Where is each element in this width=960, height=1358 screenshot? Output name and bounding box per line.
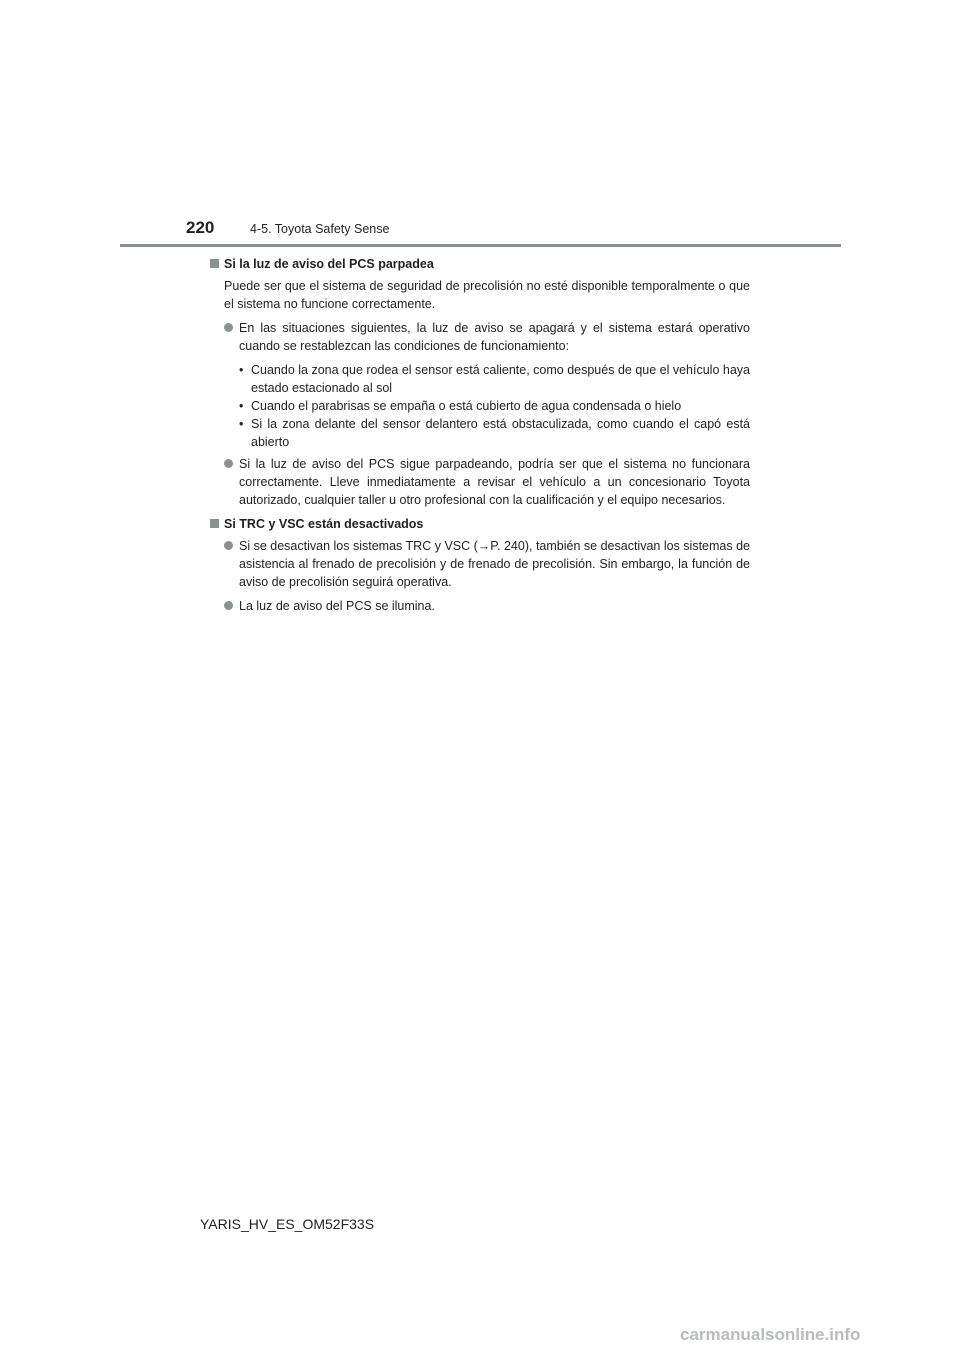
circle-bullet-icon <box>224 323 233 332</box>
circle-bullet-icon <box>224 459 233 468</box>
section-heading: Si TRC y VSC están desactivados <box>210 515 750 533</box>
sub-list-item: • Si la zona delante del sensor delantero está obstaculizada, como cuando el capó está abierto <box>239 417 750 449</box>
sub-list-item: • Cuando la zona que rodea el sensor está caliente, como después de que el vehículo haya estado estacionado al sol <box>239 363 750 395</box>
circle-bullet-icon <box>224 601 233 610</box>
list-item: En las situaciones siguientes, la luz de aviso se apagará y el sistema estará operativo cuando se restablezcan las condiciones de funcionamiento: <box>210 319 750 355</box>
list-item: Si la luz de aviso del PCS sigue parpadeando, podría ser que el sistema no funcionara correctamente. Lleve inmediatamente a revisar el vehículo a un concesionario Toyota autorizado, cualquier taller u otro profesional con la cualificación y el equipo necesarios. <box>210 455 750 509</box>
square-bullet-icon <box>210 259 219 268</box>
page-number: 220 <box>186 218 215 237</box>
sub-list-item: • Cuando el parabrisas se empaña o está cubierto de agua condensada o hielo <box>239 399 682 413</box>
section-intro: Puede ser que el sistema de seguridad de precolisión no esté disponible temporalmente o que el sistema no funcione correctamente. <box>224 279 750 311</box>
sub-list <box>210 361 750 451</box>
square-bullet-icon <box>210 519 219 528</box>
section-title: 4-5. Toyota Safety Sense <box>250 222 390 236</box>
list-item: Si se desactivan los sistemas TRC y VSC (→P. 240), también se desactivan los sistemas de asistencia al frenado de precolisión y de frenado de precolisión. Sin embargo, la función de aviso de precolisión seguirá operativa. <box>210 537 750 591</box>
watermark: carmanualsonline.info <box>680 1325 861 1344</box>
section-heading: Si la luz de aviso del PCS parpadea <box>210 255 750 273</box>
document-code: YARIS_HV_ES_OM52F33S <box>200 1216 375 1232</box>
header-rule <box>120 244 841 247</box>
content <box>210 255 750 621</box>
circle-bullet-icon <box>224 541 233 550</box>
list-item: La luz de aviso del PCS se ilumina. <box>210 597 750 615</box>
